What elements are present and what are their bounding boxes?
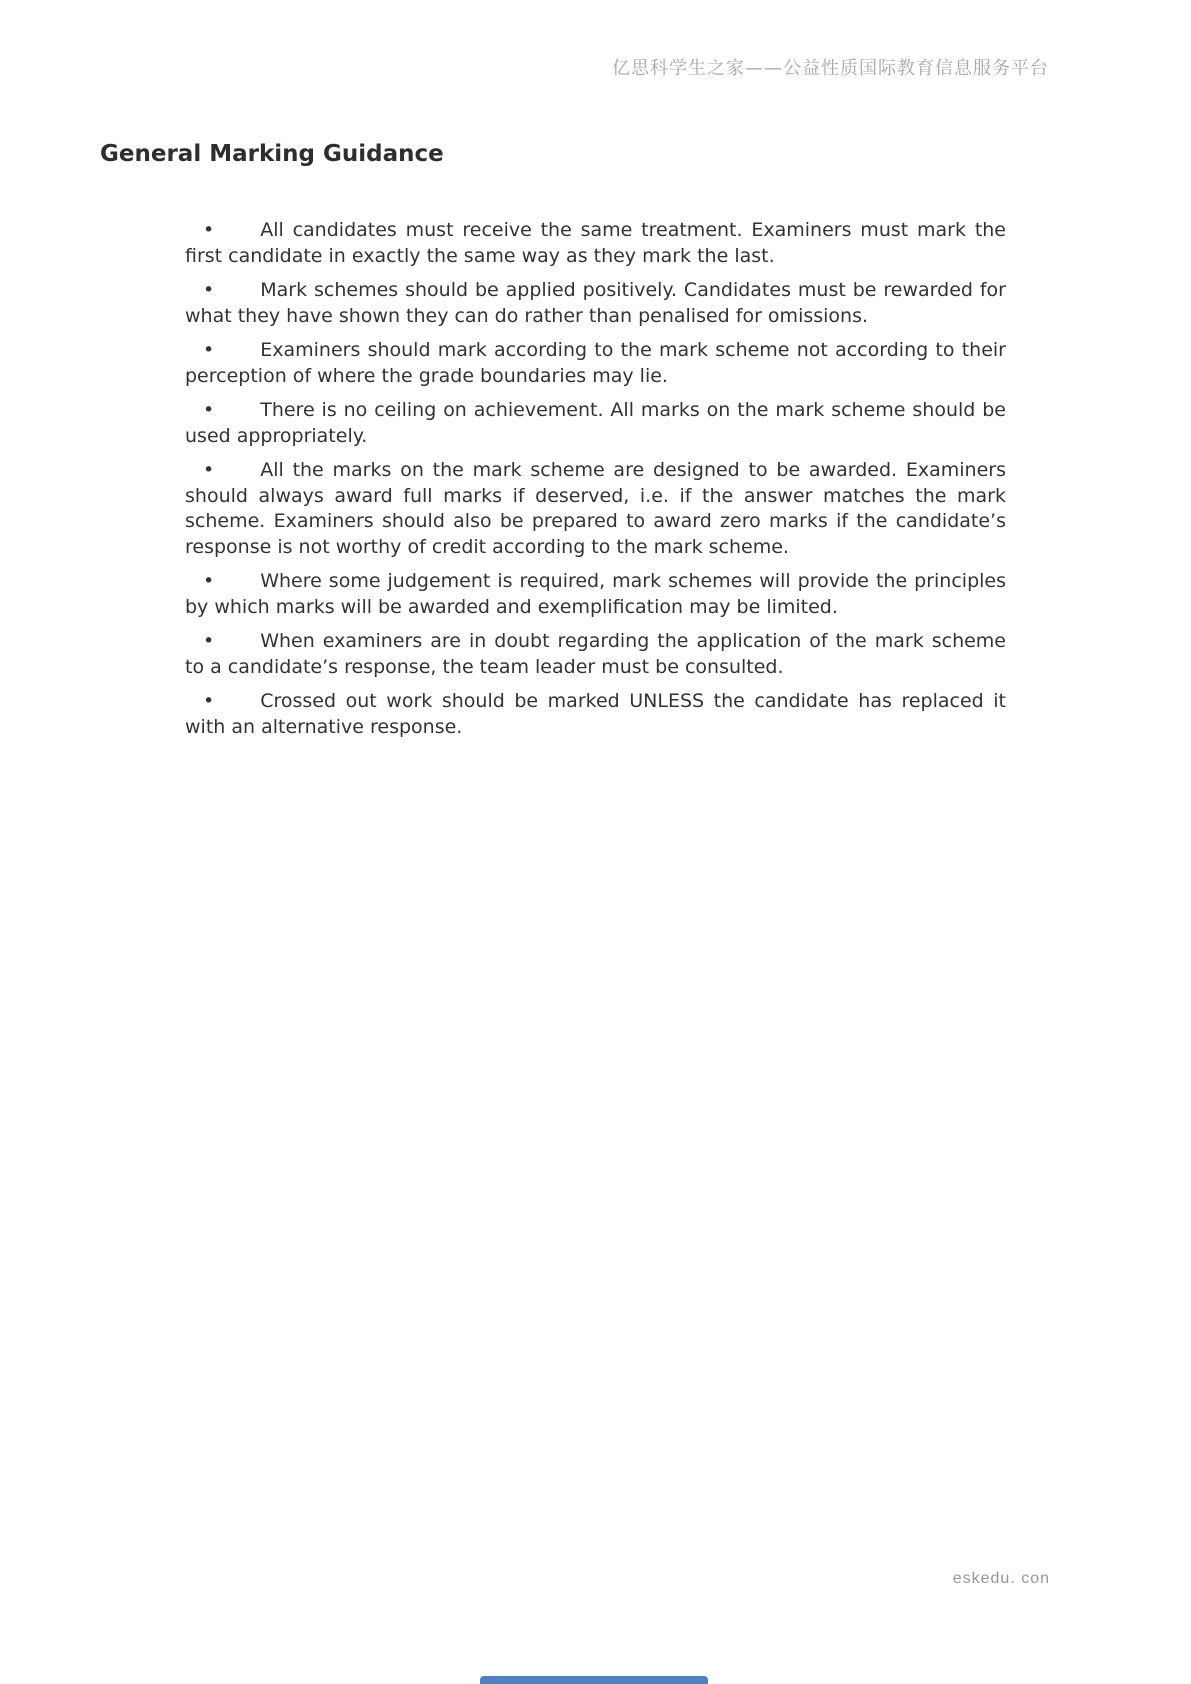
bullet-item (185, 398, 1006, 449)
bullet-item (185, 458, 1006, 560)
bullet-item (185, 689, 1006, 740)
bullet-text: Where some judgement is required, mark schemes will provide the principles by which marks will be awarded and exemplification may be limited. (185, 570, 1006, 618)
bullet-marker: • (203, 279, 215, 301)
bullet-text: All the marks on the mark scheme are designed to be awarded. Examiners should always award full marks if deserved, i.e. if the answer matches the mark scheme. Examiners should also be prepared to award zero marks if the candidate’s response is not worthy of credit according to the mark scheme. (185, 459, 1006, 558)
bullet-marker: • (203, 630, 215, 652)
footer-watermark: eskedu. con (952, 1570, 1050, 1587)
bullet-marker: • (203, 690, 215, 712)
bullet-text: Mark schemes should be applied positively. Candidates must be rewarded for what they have shown they can do rather than penalised for omissions. (185, 279, 1006, 327)
bullet-text: All candidates must receive the same treatment. Examiners must mark the first candidate in exactly the same way as they mark the last. (185, 219, 1006, 267)
bullet-marker: • (203, 219, 215, 241)
bullet-marker: • (203, 399, 215, 421)
page-title: General Marking Guidance (100, 141, 444, 167)
bullet-item (185, 218, 1006, 269)
bullet-marker: • (203, 459, 215, 481)
bullet-item (185, 278, 1006, 329)
bullet-text: Examiners should mark according to the mark scheme not according to their perception of where the grade boundaries may lie. (185, 339, 1006, 387)
bottom-accent-bar (480, 1676, 708, 1684)
bullet-text: When examiners are in doubt regarding the application of the mark scheme to a candidate’s response, the team leader must be consulted. (185, 630, 1006, 678)
marking-guidance-list (185, 218, 1006, 749)
bullet-item (185, 629, 1006, 680)
bullet-marker: • (203, 570, 215, 592)
bullet-text: Crossed out work should be marked UNLESS the candidate has replaced it with an alternative response. (185, 690, 1006, 738)
bullet-item (185, 569, 1006, 620)
header-watermark: 亿思科学生之家——公益性质国际教育信息服务平台 (612, 58, 1049, 79)
bullet-item (185, 338, 1006, 389)
bullet-text: There is no ceiling on achievement. All marks on the mark scheme should be used appropriately. (185, 399, 1006, 447)
bullet-marker: • (203, 339, 215, 361)
